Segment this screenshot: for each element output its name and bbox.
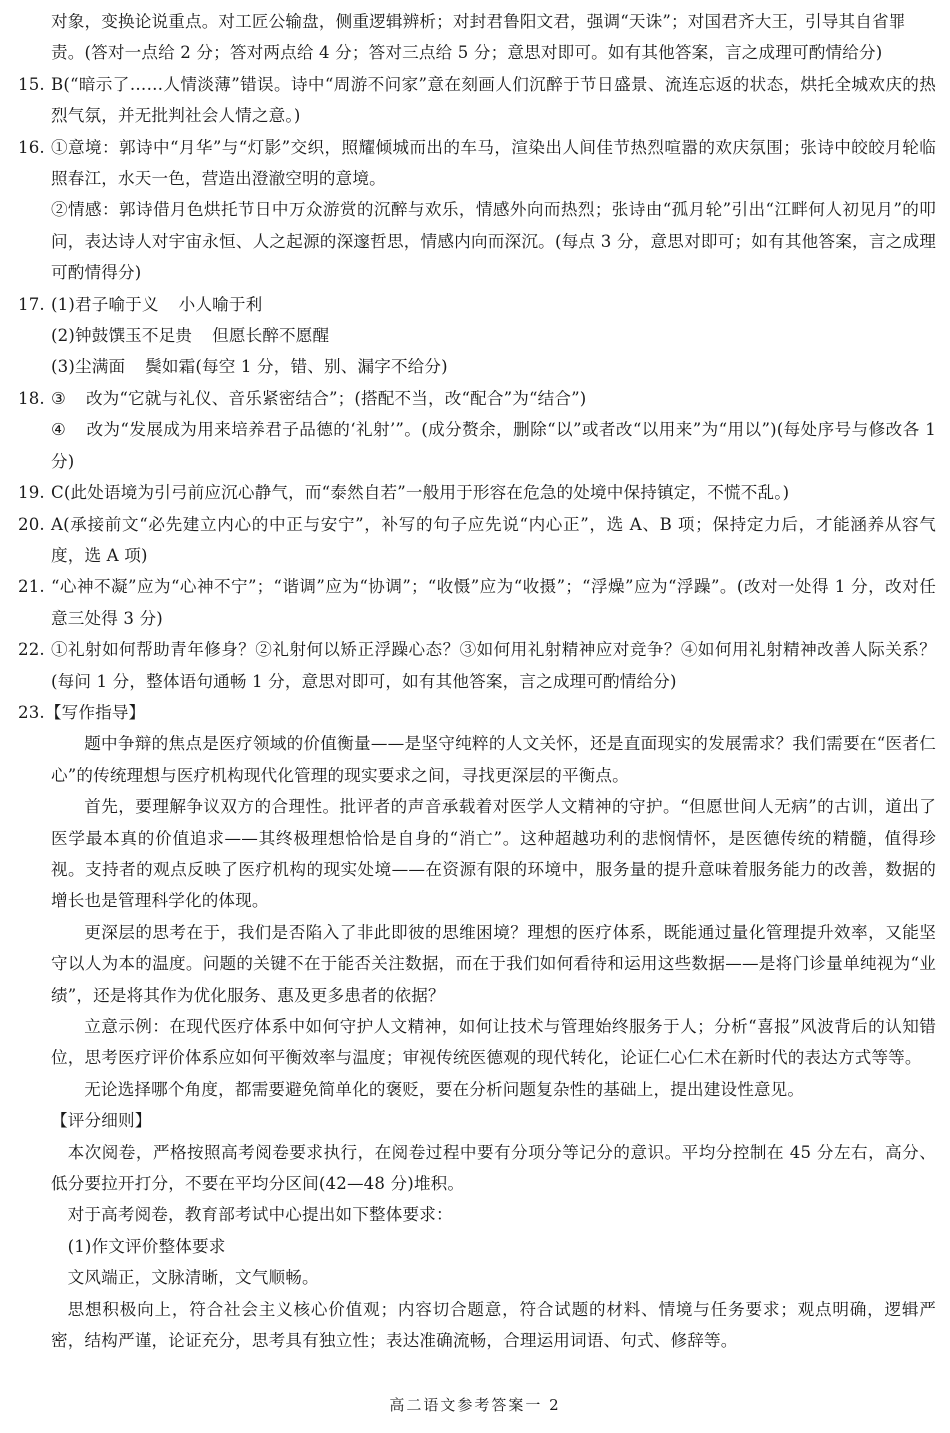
answer-22 bbox=[18, 634, 936, 697]
rubric-paragraph-3: (1)作文评价整体要求 bbox=[67, 1236, 226, 1256]
answer-point-emotion: ②情感：郭诗借月色烘托节日中万众游赏的沉醉与欢乐，情感外向而热烈；张诗由“孤月轮”引出“江畔何人初见月”的叩问，表达诗人对宇宙永恒、人之起源的深邃哲思，情感内向而深沉。(每点 3 分，意思对即可；如有其他答案，言之成理可酌情得分) bbox=[51, 200, 936, 283]
rubric-paragraph-5: 思想积极向上，符合社会主义核心价值观；内容切合题意，符合试题的材料、情境与任务要求；观点明确，逻辑严密，结构严谨，论证充分，思考具有独立性；表达准确流畅，合理运用词语、句式、修辞等。 bbox=[51, 1299, 936, 1351]
scoring-rubric bbox=[18, 1105, 936, 1356]
answer-number: 16. bbox=[18, 137, 45, 157]
answer-number: 18. bbox=[18, 388, 45, 408]
q14-line-1: 对象，变换论说重点。对工匠公输盘，侧重逻辑辨析；对封君鲁阳文君，强调“天诛”；对国君齐大王，引导其自省罪 bbox=[51, 12, 906, 31]
answer-number: 15. bbox=[18, 74, 45, 94]
answer-number: 21. bbox=[18, 577, 45, 597]
q14-continuation bbox=[18, 6, 936, 69]
answer-number: 19. bbox=[18, 483, 45, 503]
answer-content bbox=[18, 6, 936, 1356]
guide-paragraph-3: 更深层的思考在于，我们是否陷入了非此即彼的思维困境？理想的医疗体系，既能通过量化管理提升效率，又能坚守以人为本的温度。问题的关键不在于能否关注数据，而在于我们如何看待和运用这些数据——是将门诊量单纯视为“业绩”，还是将其作为优化服务、惠及更多患者的依据？ bbox=[51, 922, 936, 1005]
page-footer: 高二语文参考答案一 2 bbox=[389, 1396, 561, 1414]
dictation-line-1: (1)君子喻于义 小人喻于利 bbox=[51, 294, 263, 314]
guide-paragraph-4: 立意示例：在现代医疗体系中如何守护人文精神，如何让技术与管理始终服务于人；分析“喜报”风波背后的认知错位，思考医疗评价体系应如何平衡效率与温度；审视传统医德观的现代转化，论证仁心仁术在新时代的表达方式等等。 bbox=[51, 1017, 936, 1068]
guide-paragraph-2: 首先，要理解争议双方的合理性。批评者的声音承载着对医学人文精神的守护。“但愿世间人无病”的古训，道出了医学最本真的价值追求——其终极理想恰恰是自身的“消亡”。这种超越功利的悲悯情怀，是医德传统的精髓，值得珍视。支持者的观点反映了医疗机构的现实处境——在资源有限的环境中，服务量的提升意味着服务能力的改善，数据的增长也是管理科学化的体现。 bbox=[51, 797, 936, 911]
answer-point-mood: ①意境：郭诗中“月华”与“灯影”交织，照耀倾城而出的车马，渲染出人间佳节热烈喧嚣的欢庆氛围；张诗中皎皎月轮临照春江，水天一色，营造出澄澈空明的意境。 bbox=[51, 137, 936, 189]
answer-20 bbox=[18, 509, 936, 572]
q14-line-2: 责。(答对一点给 2 分；答对两点给 4 分；答对三点给 5 分；意思对即可。如有其他答案，言之成理可酌情给分) bbox=[51, 43, 883, 63]
answer-19 bbox=[18, 477, 936, 508]
answer-text: ①礼射如何帮助青年修身？②礼射何以矫正浮躁心态？③如何用礼射精神应对竞争？④如何用礼射精神改善人际关系？(每问 1 分，整体语句通畅 1 分，意思对即可，如有其他答案，言之成理可酌情给分) bbox=[51, 640, 936, 691]
answer-18 bbox=[18, 383, 936, 477]
writing-guide bbox=[18, 728, 936, 1105]
dictation-line-3: (3)尘满面 鬓如霜(每空 1 分，错、别、漏字不给分) bbox=[51, 357, 448, 377]
answer-text: B(“暗示了……人情淡薄”错误。诗中“周游不问家”意在刻画人们沉醉于节日盛景、流连忘返的状态，烘托全城欢庆的热烈气氛，并无批判社会人情之意。) bbox=[51, 74, 936, 126]
rubric-paragraph-4: 文风端正，文脉清晰，文气顺畅。 bbox=[67, 1268, 319, 1288]
answer-16 bbox=[18, 132, 936, 289]
rubric-heading: 【评分细则】 bbox=[51, 1111, 152, 1131]
answer-number: 20. bbox=[18, 514, 45, 534]
guide-paragraph-5: 无论选择哪个角度，都需要避免简单化的褒贬，要在分析问题复杂性的基础上，提出建设性意见。 bbox=[84, 1079, 805, 1099]
dictation-line-2: (2)钟鼓馔玉不足贵 但愿长醉不愿醒 bbox=[51, 326, 330, 346]
answer-21 bbox=[18, 571, 936, 634]
revision-2: ④ 改为“发展成为用来培养君子品德的‘礼射’”。(成分赘余，删除“以”或者改“以用来”为“用以”)(每处序号与修改各 1 分) bbox=[51, 420, 936, 471]
revision-1: ③ 改为“它就与礼仪、音乐紧密结合”；(搭配不当，改“配合”为“结合”) bbox=[51, 388, 587, 408]
answer-text: C(此处语境为引弓前应沉心静气，而“泰然自若”一般用于形容在危急的处境中保持镇定，不慌不乱。) bbox=[51, 483, 790, 503]
rubric-paragraph-2: 对于高考阅卷，教育部考试中心提出如下整体要求： bbox=[67, 1205, 453, 1225]
answer-15 bbox=[18, 69, 936, 132]
answer-text: A(承接前文“必先建立内心的中正与安宁”，补写的句子应先说“内心正”，选 A、B 项；保持定力后，才能涵养从容气度，选 A 项) bbox=[51, 514, 936, 565]
answer-text: “心神不凝”应为“心神不宁”；“谐调”应为“协调”；“收慑”应为“收摄”；“浮燥”应为“浮躁”。(改对一处得 1 分，改对任意三处得 3 分) bbox=[51, 577, 936, 628]
answer-17 bbox=[18, 289, 936, 383]
writing-guide-heading: 23.【写作指导】 bbox=[18, 702, 146, 722]
rubric-paragraph-1: 本次阅卷，严格按照高考阅卷要求执行，在阅卷过程中要有分项分等记分的意识。平均分控制在 45 分左右，高分、低分要拉开打分，不要在平均分区间(42—48 分)堆积。 bbox=[51, 1142, 936, 1194]
answer-number: 22. bbox=[18, 640, 45, 660]
guide-paragraph-1: 题中争辩的焦点是医疗领域的价值衡量——是坚守纯粹的人文关怀，还是直面现实的发展需求？我们需要在“医者仁心”的传统理想与医疗机构现代化管理的现实要求之间，寻找更深层的平衡点。 bbox=[51, 734, 936, 785]
answer-number: 17. bbox=[18, 294, 45, 314]
